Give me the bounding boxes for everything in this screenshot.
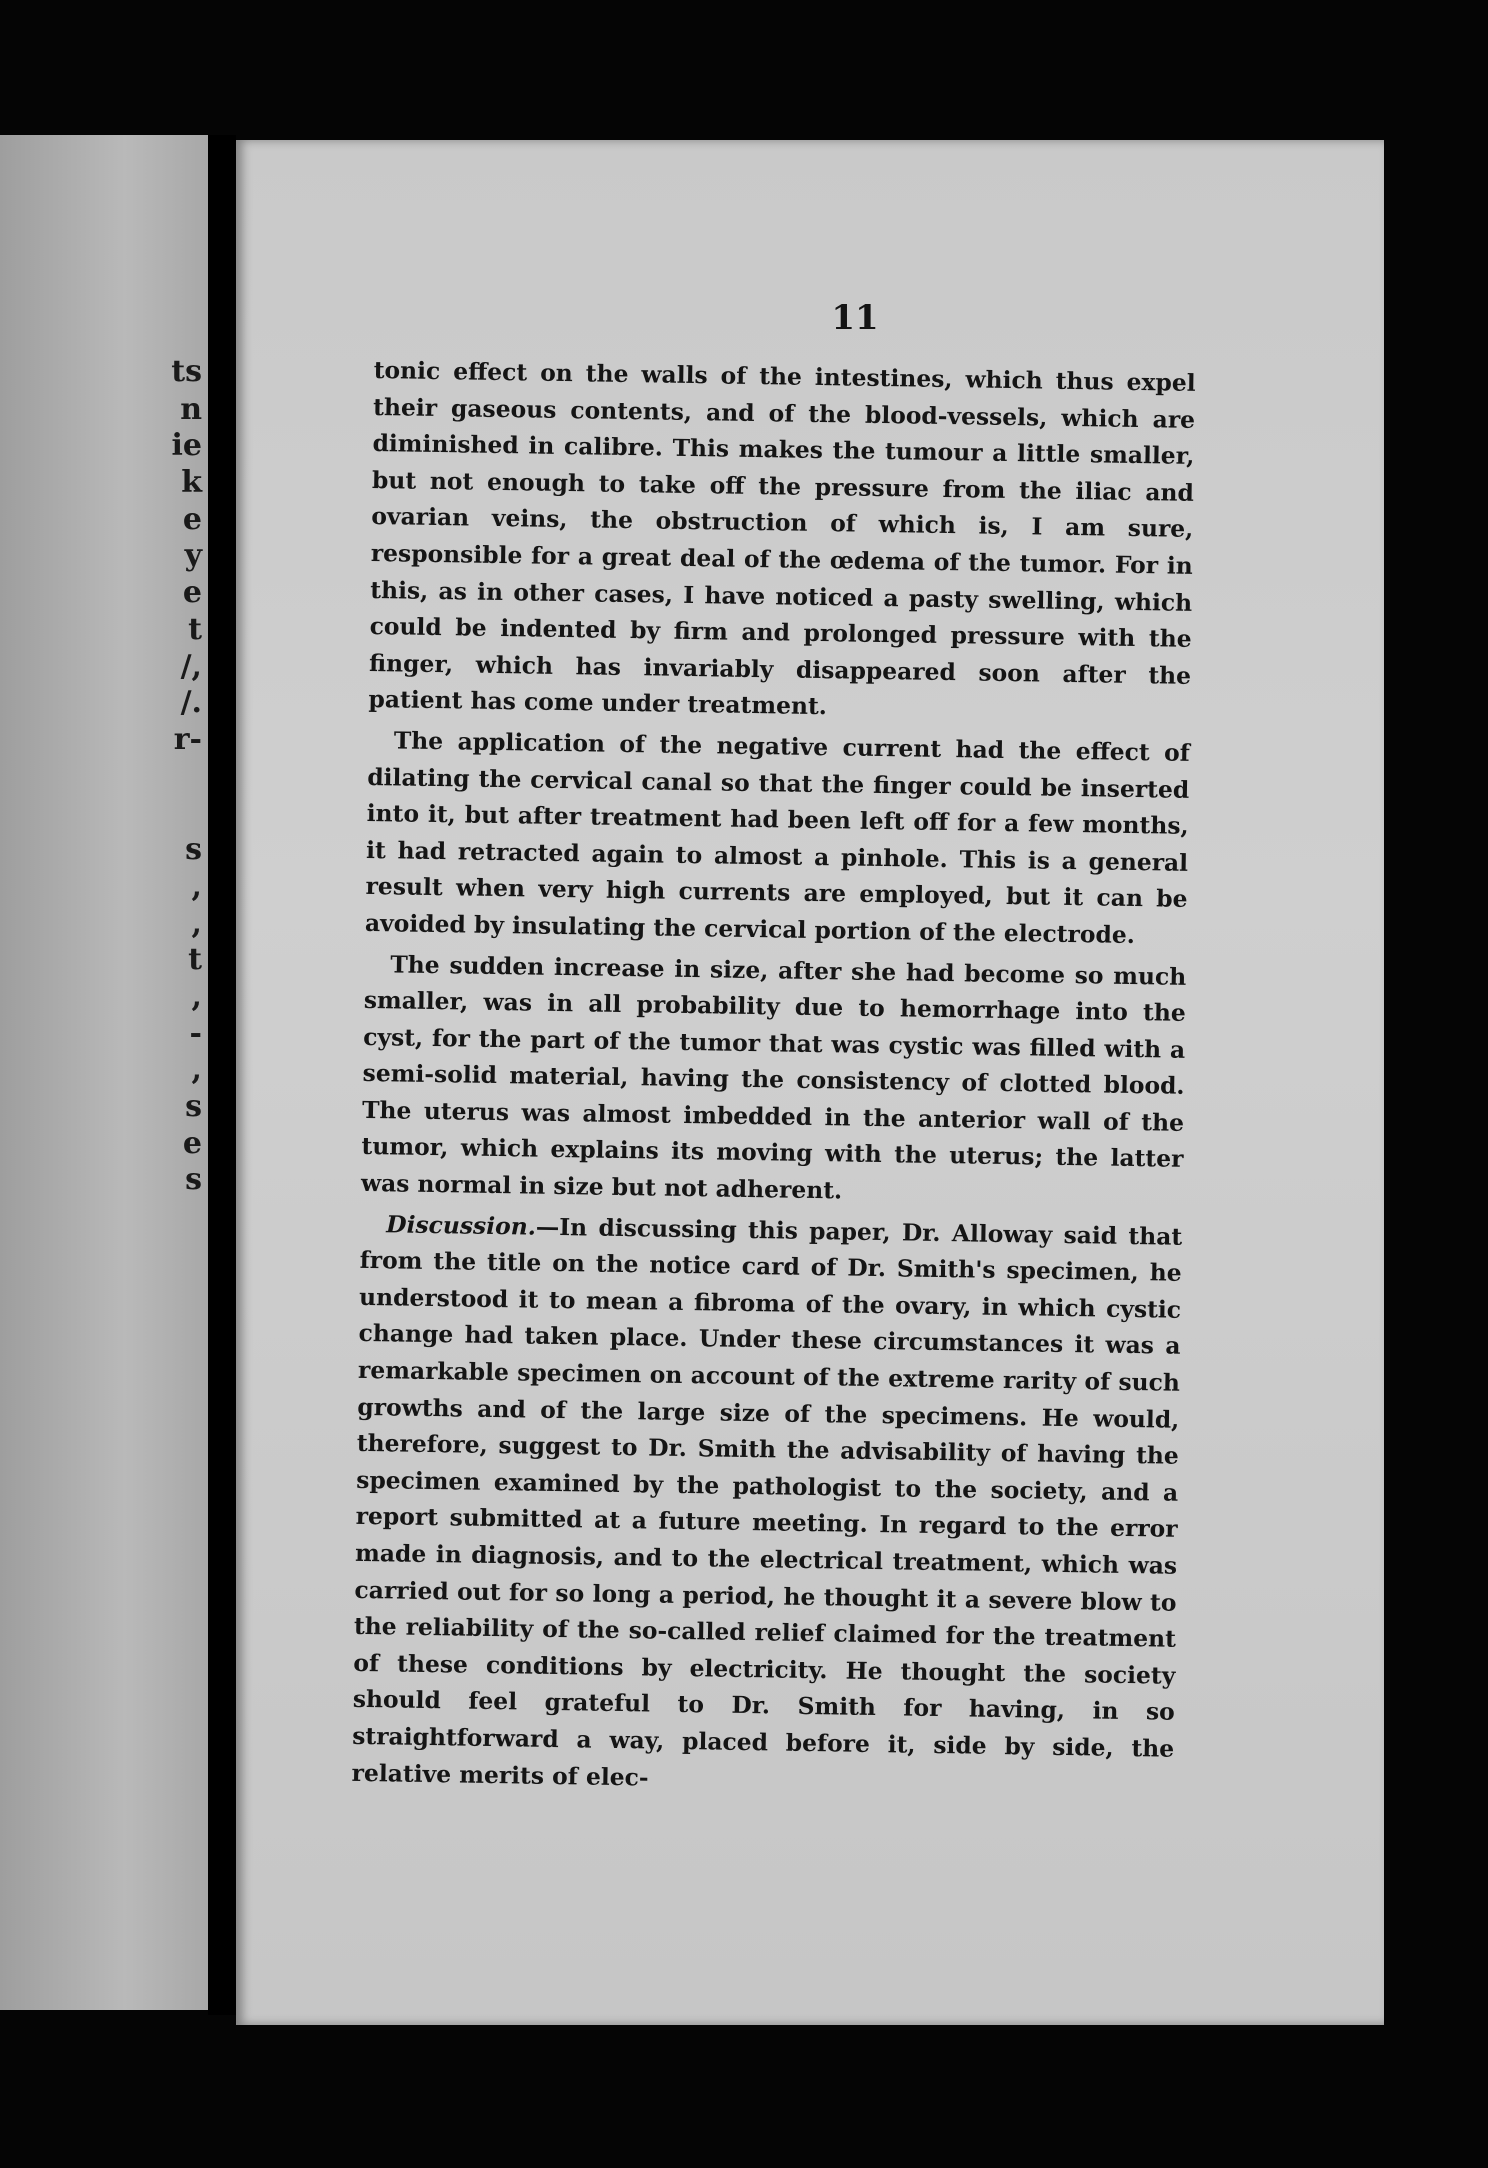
- left-page-fragment: e: [182, 502, 202, 537]
- paragraph-text: The sudden increase in size, after she had become so much smaller, was in all probability due to hemorrhage into the cyst, for the part of the tumor that was cystic was filled with a semi-solid material, having the consistency of clotted blood. The uterus was almost imbedded in the anterior wall of the tumor, which explains its moving with the uterus; the latter was normal in size but not adherent.: [360, 949, 1187, 1205]
- left-page-fragment: k: [181, 465, 202, 500]
- left-page-fragment: t: [188, 612, 202, 647]
- left-page-fragment: s: [185, 832, 202, 867]
- paragraph-text: —In discussing this paper, Dr. Alloway said that from the title on the notice card of Dr. Smith's specimen, he understood it to mean a fibroma of the ovary, in which cystic change had taken place. Under these circumstances it was a remarkable specimen on account of the extreme rarity of such growths and of the large size of the specimens. He would, therefore, suggest to Dr. Smith the advisability of having the specimen examined by the pathologist to the society, and a report submitted at a future meeting. In regard to the error made in diagnosis, and to the electrical treatment, which was carried out for so long a period, he thought it a severe blow to the reliability of the so-called relief claimed for the treatment of these conditions by electricity. He thought the society should feel grateful to Dr. Smith for having, in so straightforward a way, placed before it, side by side, the relative merits of elec-: [351, 1212, 1183, 1792]
- left-facing-page: [0, 135, 208, 2010]
- left-page-fragment: ,: [191, 979, 202, 1014]
- left-page-fragment: t: [188, 942, 202, 977]
- paragraph-text: tonic effect on the walls of the intestines, which thus expel their gaseous contents, and of the blood-vessels, which are diminished in calibre. This makes the tumour a little smaller, but not enough to take off the pressure from the iliac and ovarian veins, the obstruction of which is, I am sure, responsible for a great deal of the œdema of the tumor. For in this, as in other cases, I have noticed a pasty swelling, which could be indented by firm and prolonged pressure with the finger, which has invariably disappeared soon after the patient has come under treatment.: [368, 355, 1196, 721]
- left-page-fragment: ,: [191, 906, 202, 941]
- book-gutter: [208, 135, 236, 2015]
- left-page-fragment: -: [189, 1016, 202, 1051]
- left-page-fragment: n: [180, 392, 202, 427]
- paragraph: [365, 722, 1190, 954]
- left-page-fragment: ts: [171, 354, 202, 389]
- left-page-fragment: s: [185, 1089, 202, 1124]
- left-page-fragment: ,: [191, 1052, 202, 1087]
- page-number: 11: [831, 298, 879, 338]
- left-page-fragment: /.: [180, 685, 202, 720]
- paragraph-text: The application of the negative current had the effect of dilating the cervical canal so that the finger could be inserted into it, but after treatment had been left off for a few months, it had retracted again to almost a pinhole. This is a general result when very high currents are employed, but it can be avoided by insulating the cervical portion of the electrode.: [364, 726, 1191, 949]
- page: [236, 140, 1384, 2025]
- left-page-fragment: e: [182, 575, 202, 610]
- left-page-fragment: r-: [173, 722, 202, 757]
- left-page-fragment: ,: [191, 869, 202, 904]
- paragraph: [361, 945, 1187, 1214]
- paragraph: [368, 352, 1196, 731]
- left-page-fragment: ie: [171, 428, 202, 463]
- left-page-fragment: s: [185, 1162, 202, 1197]
- body-text: [351, 352, 1196, 1804]
- paragraph-lead: Discussion.: [386, 1209, 537, 1241]
- left-page-fragment: y: [184, 538, 202, 573]
- left-page-fragment: /,: [180, 649, 202, 684]
- left-page-fragment: e: [182, 1126, 202, 1161]
- paragraph: [351, 1206, 1182, 1804]
